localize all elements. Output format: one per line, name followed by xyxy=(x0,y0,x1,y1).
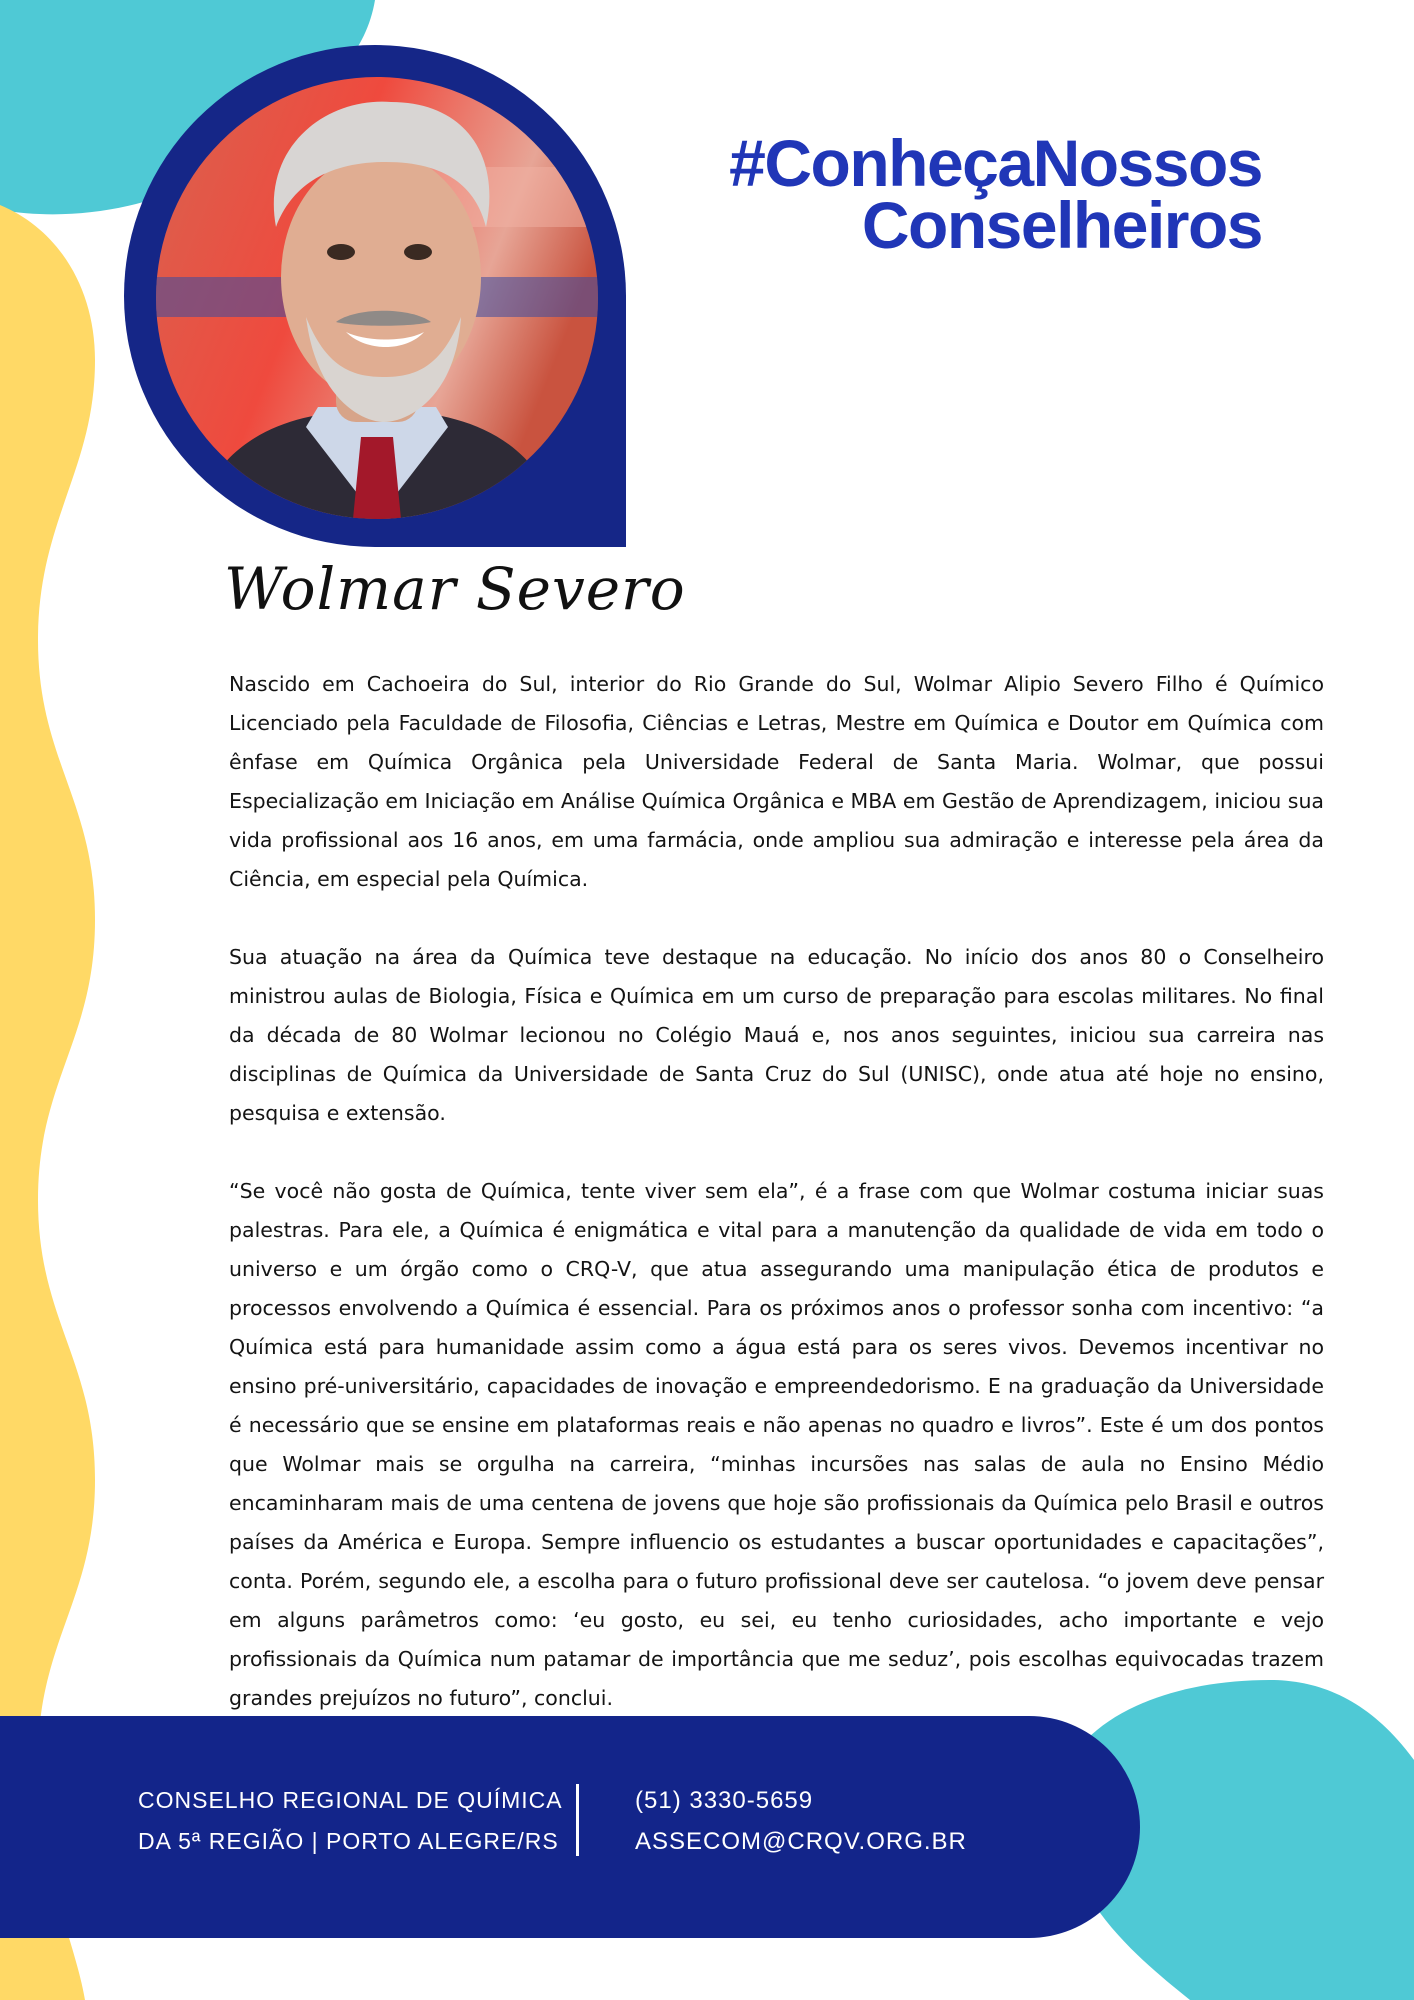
headline xyxy=(729,126,1262,262)
footer-org-line-1: CONSELHO REGIONAL DE QUÍMICA xyxy=(138,1787,563,1813)
bio-paragraph: “Se você não gosta de Química, tente viver sem ela”, é a frase com que Wolmar costuma iniciar suas palestras. Para ele, a Química é enigmática e vital para a manutenção da qualidade de vida em todo o universo e um órgão como o CRQ-V, que atua assegurando uma manipulação ética de produtos e processos envolvendo a Química é essencial. Para os próximos anos o professor sonha com incentivo: “a Química está para humanidade assim como a água está para os seres vivos. Devemos incentivar no ensino pré-universitário, capacidades de inovação e empreendedorismo. E na graduação da Universidade é necessário que se ensine em plataformas reais e não apenas no quadro e livros”. Este é um dos pontos que Wolmar mais se orgulha na carreira, “minhas incursões nas salas de aula no Ensino Médio encaminharam mais de uma centena de jovens que hoje são profissionais da Química pelo Brasil e outros países da América e Europa. Sempre influencio os estudantes a buscar oportunidades e capacitações”, conta. Porém, segundo ele, a escolha para o futuro profissional deve ser cautelosa. “o jovem deve pensar em alguns parâmetros como: ‘eu gosto, eu sei, eu tenho curiosidades, acho importante e vejo profissionais da Química num patamar de importância que me seduz’, pois escolhas equivocadas trazem grandes prejuízos no futuro”, conclui. xyxy=(229,1179,1324,1710)
footer-email: ASSECOM@CRQV.ORG.BR xyxy=(635,1828,967,1855)
footer-divider xyxy=(576,1784,579,1856)
portrait-photo xyxy=(156,77,598,519)
footer-org-line-2: DA 5ª REGIÃO | PORTO ALEGRE/RS xyxy=(138,1828,559,1854)
footer-organization xyxy=(138,1780,563,1862)
headline-line-2: Conselheiros xyxy=(861,188,1262,262)
bio-paragraph: Sua atuação na área da Química teve destaque na educação. No início dos anos 80 o Conselheiro ministrou aulas de Biologia, Física e Química em um curso de preparação para escolas militares. No final da década de 80 Wolmar lecionou no Colégio Mauá e, nos anos seguintes, iniciou sua carreira nas disciplinas de Química da Universidade de Santa Cruz do Sul (UNISC), onde atua até hoje no ensino, pesquisa e extensão. xyxy=(229,945,1324,1125)
headline-line-1: #ConheçaNossos xyxy=(729,126,1262,200)
footer-phone: (51) 3330-5659 xyxy=(635,1787,814,1814)
footer-contact xyxy=(635,1780,967,1862)
portrait-illustration xyxy=(156,77,598,519)
bio-text xyxy=(229,665,1324,1757)
person-name: Wolmar Severo xyxy=(224,555,686,623)
bio-paragraph: Nascido em Cachoeira do Sul, interior do Rio Grande do Sul, Wolmar Alipio Severo Filho é Químico Licenciado pela Faculdade de Filosofia, Ciências e Letras, Mestre em Química e Doutor em Química com ênfase em Química Orgânica pela Universidade Federal de Santa Maria. Wolmar, que possui Especialização em Iniciação em Análise Química Orgânica e MBA em Gestão de Aprendizagem, iniciou sua vida profissional aos 16 anos, em uma farmácia, onde ampliou sua admiração e interesse pela área da Ciência, em especial pela Química. xyxy=(229,672,1324,891)
